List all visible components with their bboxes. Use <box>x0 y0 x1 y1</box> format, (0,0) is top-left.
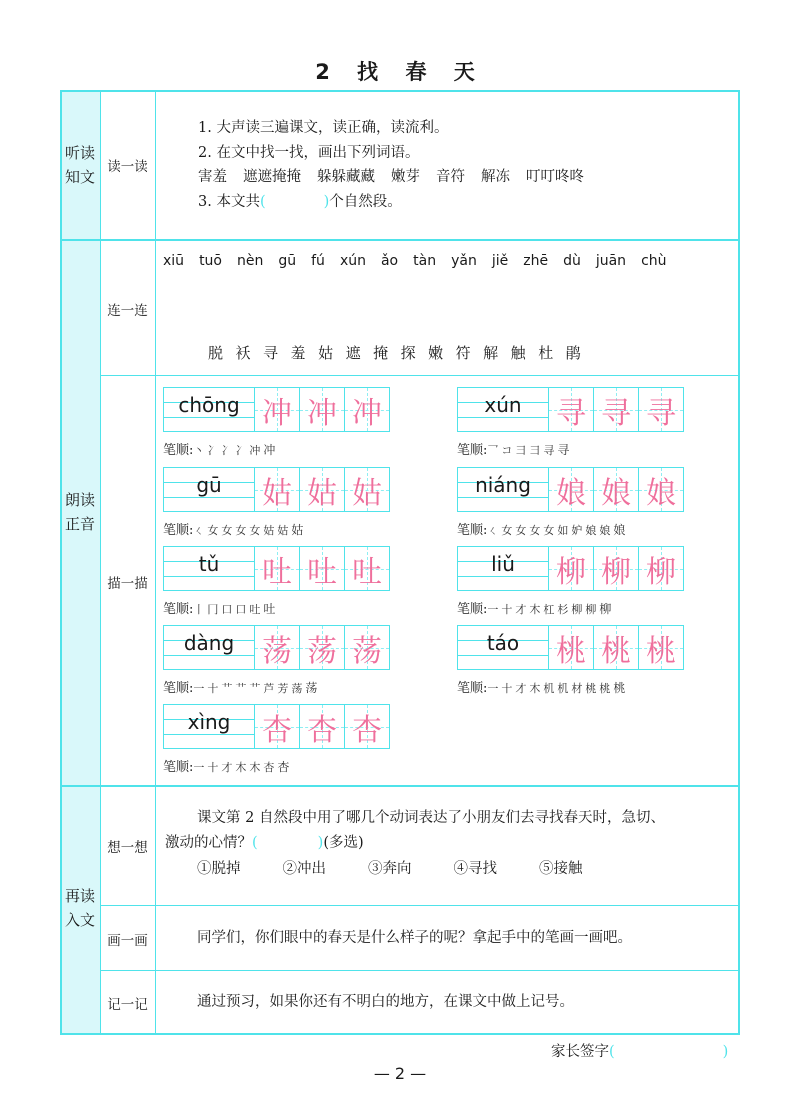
stroke-step: 女 <box>543 524 555 537</box>
writing-grid <box>163 546 390 591</box>
trace-char: 冲 <box>352 395 382 431</box>
stroke-order <box>457 519 628 538</box>
trace-char: 姑 <box>262 475 292 511</box>
trace-char: 吐 <box>352 554 382 590</box>
label-trace: 描一描 <box>107 576 148 592</box>
trace-char-box[interactable] <box>300 467 345 512</box>
trace-char-box[interactable] <box>639 625 684 670</box>
stroke-step: 冫 <box>221 444 233 457</box>
think-question-2 <box>165 831 364 856</box>
section-reread: 再读入文 <box>64 887 95 929</box>
pinyin-row <box>163 253 682 269</box>
stroke-step: 十 <box>207 682 219 695</box>
pinyin-box <box>163 546 255 591</box>
stroke-step: 柳 <box>571 603 583 616</box>
pinyin-text: táo <box>486 631 520 655</box>
trace-char: 寻 <box>601 395 631 431</box>
signature-open[interactable]: ( <box>609 1044 615 1060</box>
read-instruction-1: 1. 大声读三遍课文，读正确，读流利。 <box>198 120 449 136</box>
label-think: 想一想 <box>107 840 148 856</box>
trace-char: 冲 <box>262 395 292 431</box>
stroke-step: 十 <box>501 682 513 695</box>
stroke-order <box>163 519 306 538</box>
trace-char: 桃 <box>601 633 631 669</box>
option[interactable]: ①脱掉 <box>197 861 241 877</box>
stroke-step: 一 <box>487 682 499 695</box>
signature-close: ) <box>722 1044 729 1060</box>
stroke-step: 木 <box>249 761 261 774</box>
hanzi-item[interactable]: 探 <box>400 344 416 362</box>
trace-char-box[interactable] <box>639 467 684 512</box>
stroke-step: 机 <box>543 682 555 695</box>
stroke-step: 杠 <box>543 603 555 616</box>
pinyin-text: dàng <box>183 631 235 655</box>
trace-char-box[interactable] <box>255 704 300 749</box>
stroke-step: 姑 <box>263 524 275 537</box>
stroke-step: 冂 <box>207 603 219 616</box>
trace-char: 娘 <box>646 475 676 511</box>
label-connect: 连一连 <box>107 303 148 319</box>
trace-char: 吐 <box>307 554 337 590</box>
pinyin-box <box>457 467 549 512</box>
stroke-step: 荡 <box>305 681 318 695</box>
hanzi-row <box>208 342 593 363</box>
stroke-order <box>163 756 292 775</box>
hanzi-item[interactable]: 袄 <box>235 344 251 362</box>
writing-grid <box>457 625 684 670</box>
hanzi-item[interactable]: 杜 <box>538 344 554 362</box>
stroke-step: 杉 <box>557 603 569 616</box>
trace-char-box[interactable] <box>549 625 594 670</box>
writing-grid <box>163 625 390 670</box>
label-read: 读一读 <box>107 159 148 175</box>
trace-char-box[interactable] <box>345 467 390 512</box>
stroke-step: 荡 <box>291 682 303 695</box>
pinyin-item[interactable]: tuō <box>199 253 222 269</box>
stroke-step: 如 <box>557 524 569 537</box>
word: 叮叮咚咚 <box>526 169 584 185</box>
label-note: 记一记 <box>107 997 148 1013</box>
trace-char-box[interactable] <box>255 387 300 432</box>
word: 躲躲藏藏 <box>317 169 375 185</box>
trace-char: 柳 <box>601 554 631 590</box>
label-draw: 画一画 <box>107 933 148 949</box>
option[interactable]: ④寻找 <box>453 861 497 877</box>
pinyin-text: chōng <box>178 393 240 417</box>
word: 解冻 <box>481 169 510 185</box>
trace-char: 冲 <box>307 395 337 431</box>
stroke-step: 丶 <box>193 444 205 457</box>
stroke-step: 娘 <box>613 523 626 537</box>
pinyin-item[interactable]: fú <box>311 253 325 269</box>
stroke-order-label: 笔顺: <box>163 523 194 538</box>
text: (多选) <box>323 835 364 851</box>
trace-char: 寻 <box>556 395 586 431</box>
stroke-step: 女 <box>249 524 261 537</box>
divider <box>100 375 740 376</box>
pinyin-text: niáng <box>475 473 531 497</box>
divider <box>60 785 740 787</box>
stroke-step: 一 <box>487 603 499 616</box>
text: 3. 本文共 <box>198 194 260 210</box>
divider <box>155 90 156 1035</box>
stroke-step: 杏 <box>277 760 290 774</box>
pinyin-box <box>457 546 549 591</box>
writing-grid <box>457 546 684 591</box>
pinyin-item[interactable]: xiū <box>163 253 185 269</box>
stroke-order-label: 笔顺: <box>163 602 194 617</box>
writing-grid <box>163 387 390 432</box>
pinyin-box <box>457 625 549 670</box>
trace-char-box[interactable] <box>594 387 639 432</box>
stroke-step: 女 <box>515 524 527 537</box>
trace-char: 杏 <box>352 712 382 748</box>
stroke-order-label: 笔顺: <box>163 681 194 696</box>
trace-char: 吐 <box>262 554 292 590</box>
stroke-step: 艹 <box>249 682 261 695</box>
pinyin-item[interactable]: gū <box>278 253 297 269</box>
stroke-order <box>163 598 278 617</box>
stroke-step: 芳 <box>277 682 289 695</box>
stroke-order <box>457 677 628 696</box>
stroke-step: 芦 <box>263 682 275 695</box>
trace-char: 荡 <box>307 633 337 669</box>
pinyin-box <box>163 467 255 512</box>
hanzi-item[interactable]: 寻 <box>263 344 279 362</box>
think-question-1: 课文第 2 自然段中用了哪几个动词表达了小朋友们去寻找春天时，急切、 <box>197 810 665 826</box>
writing-grid <box>163 704 390 749</box>
trace-char-box[interactable] <box>345 704 390 749</box>
word: 遮遮掩掩 <box>243 169 301 185</box>
stroke-step: 桃 <box>613 681 626 695</box>
stroke-step: 冫 <box>207 444 219 457</box>
stroke-step: 口 <box>235 603 247 616</box>
answer-blank-open[interactable]: ( <box>252 835 258 851</box>
trace-char: 荡 <box>352 633 382 669</box>
trace-char-box[interactable] <box>345 546 390 591</box>
text: 个自然段。 <box>329 194 402 210</box>
hanzi-item[interactable]: 触 <box>510 344 526 362</box>
read-instruction-2: 2. 在文中找一找，画出下列词语。 <box>198 145 420 161</box>
trace-char-box[interactable] <box>300 387 345 432</box>
answer-blank-close: ) <box>323 194 330 210</box>
trace-char-box[interactable] <box>255 467 300 512</box>
stroke-step: 彐 <box>515 444 527 457</box>
pinyin-item[interactable]: dù <box>563 253 581 269</box>
stroke-step: 娘 <box>599 524 611 537</box>
option[interactable]: ②冲出 <box>282 861 326 877</box>
stroke-step: ㄑ <box>487 524 499 537</box>
trace-char-box[interactable] <box>300 625 345 670</box>
trace-char-box[interactable] <box>549 467 594 512</box>
section-read-aloud: 朗读正音 <box>64 491 95 533</box>
pinyin-box <box>163 625 255 670</box>
page-title: 2 找 春 天 <box>315 60 485 84</box>
stroke-step: 桃 <box>585 682 597 695</box>
text: 激动的心情？ <box>165 835 252 851</box>
stroke-step: 才 <box>221 761 233 774</box>
pinyin-item[interactable]: juān <box>595 253 627 269</box>
trace-char: 荡 <box>262 633 292 669</box>
writing-grid <box>457 467 684 512</box>
page-number: — 2 — <box>373 1064 427 1083</box>
stroke-step: 寻 <box>557 443 570 457</box>
stroke-step: 木 <box>235 761 247 774</box>
pinyin-item[interactable]: jiě <box>491 253 509 269</box>
stroke-step: 才 <box>515 682 527 695</box>
trace-char: 柳 <box>646 554 676 590</box>
stroke-step: 女 <box>235 524 247 537</box>
pinyin-box <box>163 387 255 432</box>
pinyin-text: liǔ <box>491 552 515 576</box>
stroke-step: 吐 <box>249 603 261 616</box>
pinyin-text: tǔ <box>198 552 220 576</box>
pinyin-item[interactable]: zhē <box>523 253 549 269</box>
stroke-step: 女 <box>221 524 233 537</box>
trace-char-box[interactable] <box>255 625 300 670</box>
trace-char-box[interactable] <box>345 625 390 670</box>
note-instruction: 通过预习，如果你还有不明白的地方，在课文中做上记号。 <box>197 994 574 1010</box>
writing-grid <box>163 467 390 512</box>
answer-blank-close: ) <box>317 835 324 851</box>
stroke-order-label: 笔顺: <box>163 443 194 458</box>
option[interactable]: ⑤接触 <box>539 861 583 877</box>
hanzi-item[interactable]: 符 <box>455 344 471 362</box>
trace-char: 姑 <box>307 475 337 511</box>
stroke-order <box>163 439 278 458</box>
stroke-step: 材 <box>571 682 583 695</box>
options-row <box>197 857 583 882</box>
divider <box>100 905 740 906</box>
stroke-order-label: 笔顺: <box>457 602 488 617</box>
stroke-step: 彐 <box>529 444 541 457</box>
stroke-step: コ <box>501 444 513 457</box>
hanzi-item[interactable]: 遮 <box>345 344 361 362</box>
trace-char-box[interactable] <box>549 387 594 432</box>
stroke-order <box>457 439 572 458</box>
stroke-step: 木 <box>529 682 541 695</box>
trace-char-box[interactable] <box>300 704 345 749</box>
stroke-step: 冲 <box>249 444 261 457</box>
hanzi-item[interactable]: 鹃 <box>565 344 581 362</box>
trace-char-box[interactable] <box>300 546 345 591</box>
stroke-step: 姑 <box>291 523 304 537</box>
trace-char-box[interactable] <box>549 546 594 591</box>
stroke-order-label: 笔顺: <box>457 681 488 696</box>
stroke-step: 寻 <box>543 444 555 457</box>
trace-char: 杏 <box>307 712 337 748</box>
stroke-step: 乛 <box>487 444 499 457</box>
pinyin-item[interactable]: xún <box>339 253 366 269</box>
pinyin-text: gū <box>196 473 222 497</box>
stroke-step: 娘 <box>585 524 597 537</box>
stroke-step: 十 <box>207 761 219 774</box>
stroke-step: 十 <box>501 603 513 616</box>
stroke-step: 木 <box>529 603 541 616</box>
word: 嫩芽 <box>391 169 420 185</box>
pinyin-text: xìng <box>187 710 231 734</box>
stroke-step: 女 <box>207 524 219 537</box>
stroke-step: 丨 <box>193 603 205 616</box>
stroke-step: 才 <box>515 603 527 616</box>
divider <box>100 90 101 1035</box>
stroke-step: 吐 <box>263 602 276 616</box>
stroke-order-label: 笔顺: <box>457 523 488 538</box>
stroke-step: 艹 <box>221 682 233 695</box>
section-listen-read: 听读知文 <box>64 144 95 186</box>
stroke-step: 妒 <box>571 524 583 537</box>
trace-char: 柳 <box>556 554 586 590</box>
trace-char: 杏 <box>262 712 292 748</box>
stroke-step: 一 <box>193 761 205 774</box>
stroke-step: 冫 <box>235 444 247 457</box>
stroke-step: 口 <box>221 603 233 616</box>
stroke-order <box>163 677 320 696</box>
stroke-step: 柳 <box>599 602 612 616</box>
stroke-order-label: 笔顺: <box>163 760 194 775</box>
hanzi-item[interactable]: 羞 <box>290 344 306 362</box>
trace-char-box[interactable] <box>255 546 300 591</box>
divider <box>100 970 740 971</box>
trace-char-box[interactable] <box>594 625 639 670</box>
hanzi-item[interactable]: 脱 <box>208 344 224 362</box>
hanzi-item[interactable]: 掩 <box>373 344 389 362</box>
parent-signature <box>551 1040 728 1065</box>
divider <box>60 239 740 241</box>
word-list <box>198 165 584 190</box>
stroke-step: 杏 <box>263 761 275 774</box>
stroke-step: 艹 <box>235 682 247 695</box>
stroke-step: 一 <box>193 682 205 695</box>
option[interactable]: ③奔向 <box>368 861 412 877</box>
pinyin-item[interactable]: tàn <box>413 253 437 269</box>
hanzi-item[interactable]: 姑 <box>318 344 334 362</box>
stroke-step: 姑 <box>277 524 289 537</box>
trace-char: 姑 <box>352 475 382 511</box>
stroke-step: ㄑ <box>193 524 205 537</box>
read-instruction-3 <box>198 190 402 215</box>
stroke-step: 冲 <box>263 443 276 457</box>
stroke-step: 女 <box>501 524 513 537</box>
word: 音符 <box>436 169 465 185</box>
word: 害羞 <box>198 169 227 185</box>
stroke-step: 柳 <box>585 603 597 616</box>
hanzi-item[interactable]: 嫩 <box>428 344 444 362</box>
trace-char: 娘 <box>556 475 586 511</box>
stroke-step: 机 <box>557 682 569 695</box>
signature-label: 家长签字 <box>551 1044 609 1060</box>
stroke-step: 女 <box>529 524 541 537</box>
trace-char-box[interactable] <box>594 546 639 591</box>
stroke-order <box>457 598 614 617</box>
trace-char-box[interactable] <box>639 546 684 591</box>
trace-char: 娘 <box>601 475 631 511</box>
pinyin-item[interactable]: nèn <box>237 253 264 269</box>
pinyin-item[interactable]: ǎo <box>380 253 399 269</box>
pinyin-text: xún <box>484 393 522 417</box>
answer-blank-open[interactable]: ( <box>259 194 266 210</box>
hanzi-item[interactable]: 解 <box>483 344 499 362</box>
pinyin-item[interactable]: yǎn <box>451 253 477 269</box>
trace-char: 桃 <box>556 633 586 669</box>
stroke-order-label: 笔顺: <box>457 443 488 458</box>
trace-char-box[interactable] <box>345 387 390 432</box>
stroke-step: 桃 <box>599 682 611 695</box>
trace-char-box[interactable] <box>639 387 684 432</box>
trace-char: 寻 <box>646 395 676 431</box>
pinyin-item[interactable]: chù <box>641 253 667 269</box>
pinyin-box <box>457 387 549 432</box>
draw-instruction: 同学们，你们眼中的春天是什么样子的呢？拿起手中的笔画一画吧。 <box>197 930 632 946</box>
writing-grid <box>457 387 684 432</box>
trace-char: 桃 <box>646 633 676 669</box>
trace-char-box[interactable] <box>594 467 639 512</box>
pinyin-box <box>163 704 255 749</box>
